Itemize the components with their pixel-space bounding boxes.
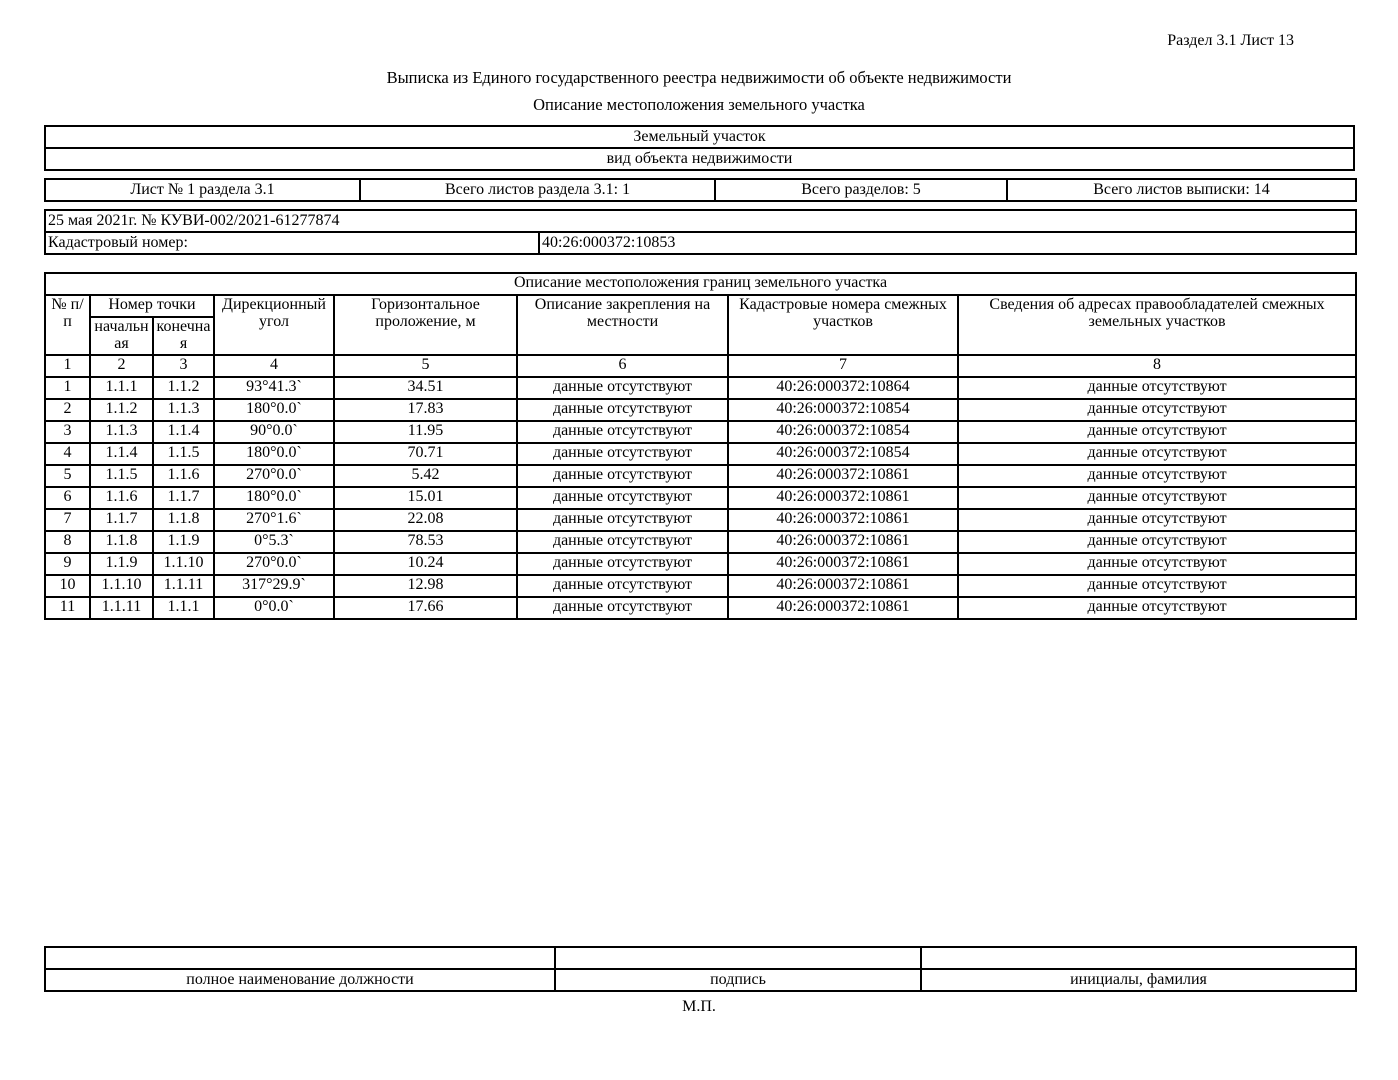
table-cell: 40:26:000372:10861 <box>728 465 958 487</box>
table-cell: 180°0.0` <box>214 443 334 465</box>
table-cell: 180°0.0` <box>214 487 334 509</box>
table-cell: 1.1.4 <box>153 421 214 443</box>
table-cell: данные отсутствуют <box>958 465 1356 487</box>
column-numbers-row <box>45 355 1356 377</box>
table-cell: 0°5.3` <box>214 531 334 553</box>
table-cell: 1.1.3 <box>153 399 214 421</box>
table-cell: 40:26:000372:10861 <box>728 531 958 553</box>
table-cell: 7 <box>45 509 90 531</box>
table-cell: 40:26:000372:10861 <box>728 597 958 619</box>
table-cell: данные отсутствуют <box>517 487 728 509</box>
table-cell: данные отсутствуют <box>517 399 728 421</box>
table-cell: данные отсутствуют <box>958 509 1356 531</box>
table-cell: 40:26:000372:10861 <box>728 575 958 597</box>
table-cell: 317°29.9` <box>214 575 334 597</box>
header-addresses: Сведения об адресах правообладателей смежных земельных участков <box>958 295 1356 355</box>
table-cell: 8 <box>45 531 90 553</box>
table-cell: данные отсутствуют <box>517 377 728 399</box>
table-row <box>45 465 1356 487</box>
header-end: конечная <box>153 317 214 355</box>
position-blank <box>45 947 555 969</box>
table-cell: данные отсутствуют <box>517 465 728 487</box>
cadastral-value: 40:26:000372:10853 <box>539 232 1356 254</box>
table-cell: 78.53 <box>334 531 517 553</box>
header-angle: Дирекционный угол <box>214 295 334 355</box>
col-number: 3 <box>153 355 214 377</box>
table-cell: 70.71 <box>334 443 517 465</box>
object-name: Земельный участок <box>45 126 1354 148</box>
table-cell: 22.08 <box>334 509 517 531</box>
table-cell: 9 <box>45 553 90 575</box>
table-cell: 1.1.5 <box>153 443 214 465</box>
cadastral-label: Кадастровый номер: <box>45 232 539 254</box>
boundaries-table <box>44 272 1357 620</box>
table-cell: 5 <box>45 465 90 487</box>
position-label: полное наименование должности <box>45 969 555 991</box>
boundaries-caption: Описание местоположения границ земельного участка <box>45 273 1356 295</box>
table-row <box>45 377 1356 399</box>
table-cell: 40:26:000372:10861 <box>728 509 958 531</box>
table-cell: 1.1.2 <box>90 399 153 421</box>
table-cell: 40:26:000372:10861 <box>728 553 958 575</box>
table-cell: данные отсутствуют <box>517 443 728 465</box>
page-reference: Раздел 3.1 Лист 13 <box>1167 32 1294 49</box>
table-cell: 1.1.8 <box>90 531 153 553</box>
header-fixing: Описание закрепления на местности <box>517 295 728 355</box>
header-cad-numbers: Кадастровые номера смежных участков <box>728 295 958 355</box>
table-cell: данные отсутствуют <box>517 553 728 575</box>
table-cell: 40:26:000372:10854 <box>728 421 958 443</box>
table-row <box>45 443 1356 465</box>
table-cell: 3 <box>45 421 90 443</box>
table-cell: данные отсутствуют <box>517 597 728 619</box>
table-cell: данные отсутствуют <box>958 597 1356 619</box>
table-row <box>45 487 1356 509</box>
table-cell: 12.98 <box>334 575 517 597</box>
table-cell: 10.24 <box>334 553 517 575</box>
table-cell: 1 <box>45 377 90 399</box>
table-row <box>45 553 1356 575</box>
table-cell: 17.66 <box>334 597 517 619</box>
date-number: 25 мая 2021г. № КУВИ-002/2021-61277874 <box>45 210 1356 232</box>
table-cell: 270°1.6` <box>214 509 334 531</box>
table-cell: 1.1.9 <box>90 553 153 575</box>
total-sections: Всего разделов: 5 <box>715 179 1007 201</box>
table-cell: данные отсутствуют <box>958 487 1356 509</box>
name-label: инициалы, фамилия <box>921 969 1356 991</box>
table-row <box>45 421 1356 443</box>
signature-table <box>44 946 1357 992</box>
table-cell: 5.42 <box>334 465 517 487</box>
table-row <box>45 597 1356 619</box>
sheet-number: Лист № 1 раздела 3.1 <box>45 179 360 201</box>
col-number: 2 <box>90 355 153 377</box>
table-cell: данные отсутствуют <box>517 421 728 443</box>
table-cell: 10 <box>45 575 90 597</box>
table-cell: данные отсутствуют <box>958 575 1356 597</box>
col-number: 6 <box>517 355 728 377</box>
table-cell: 17.83 <box>334 399 517 421</box>
table-cell: 93°41.3` <box>214 377 334 399</box>
object-kind-label: вид объекта недвижимости <box>45 148 1354 170</box>
object-type-table <box>44 125 1355 171</box>
table-cell: данные отсутствуют <box>517 575 728 597</box>
total-sheets-extract: Всего листов выписки: 14 <box>1007 179 1356 201</box>
table-cell: 40:26:000372:10854 <box>728 443 958 465</box>
table-cell: 15.01 <box>334 487 517 509</box>
table-cell: 2 <box>45 399 90 421</box>
table-cell: 1.1.8 <box>153 509 214 531</box>
table-cell: 4 <box>45 443 90 465</box>
table-cell: 90°0.0` <box>214 421 334 443</box>
col-number: 1 <box>45 355 90 377</box>
table-cell: 40:26:000372:10861 <box>728 487 958 509</box>
table-cell: 11.95 <box>334 421 517 443</box>
table-cell: 1.1.7 <box>153 487 214 509</box>
table-cell: данные отсутствуют <box>958 399 1356 421</box>
table-cell: 1.1.9 <box>153 531 214 553</box>
total-sheets-section: Всего листов раздела 3.1: 1 <box>360 179 715 201</box>
table-cell: 0°0.0` <box>214 597 334 619</box>
header-num: № п/п <box>45 295 90 355</box>
table-cell: 1.1.5 <box>90 465 153 487</box>
table-cell: 1.1.1 <box>90 377 153 399</box>
table-cell: 180°0.0` <box>214 399 334 421</box>
table-cell: 270°0.0` <box>214 465 334 487</box>
table-cell: данные отсутствуют <box>517 509 728 531</box>
table-cell: 1.1.4 <box>90 443 153 465</box>
header-point: Номер точки <box>90 295 214 317</box>
header-length: Горизонтальное проложение, м <box>334 295 517 355</box>
table-cell: 40:26:000372:10864 <box>728 377 958 399</box>
table-row <box>45 575 1356 597</box>
col-number: 7 <box>728 355 958 377</box>
table-cell: 11 <box>45 597 90 619</box>
document-subtitle: Описание местоположения земельного участка <box>533 95 865 114</box>
table-cell: данные отсутствуют <box>958 421 1356 443</box>
table-row <box>45 531 1356 553</box>
table-cell: 1.1.7 <box>90 509 153 531</box>
table-cell: 1.1.11 <box>153 575 214 597</box>
col-number: 8 <box>958 355 1356 377</box>
name-blank <box>921 947 1356 969</box>
table-cell: 1.1.6 <box>90 487 153 509</box>
table-cell: 270°0.0` <box>214 553 334 575</box>
table-cell: 6 <box>45 487 90 509</box>
table-cell: 1.1.3 <box>90 421 153 443</box>
signature-label: подпись <box>555 969 921 991</box>
table-cell: данные отсутствуют <box>958 443 1356 465</box>
table-cell: данные отсутствуют <box>958 553 1356 575</box>
table-cell: 1.1.10 <box>90 575 153 597</box>
table-cell: 1.1.6 <box>153 465 214 487</box>
table-cell: 1.1.1 <box>153 597 214 619</box>
table-cell: 34.51 <box>334 377 517 399</box>
signature-blank <box>555 947 921 969</box>
table-cell: 1.1.11 <box>90 597 153 619</box>
document-id-table <box>44 209 1357 255</box>
table-cell: данные отсутствуют <box>517 531 728 553</box>
table-cell: 1.1.10 <box>153 553 214 575</box>
table-cell: 1.1.2 <box>153 377 214 399</box>
table-cell: 40:26:000372:10854 <box>728 399 958 421</box>
table-cell: данные отсутствуют <box>958 531 1356 553</box>
table-cell: данные отсутствуют <box>958 377 1356 399</box>
table-row <box>45 399 1356 421</box>
table-row <box>45 509 1356 531</box>
col-number: 5 <box>334 355 517 377</box>
stamp-place: М.П. <box>682 998 716 1015</box>
col-number: 4 <box>214 355 334 377</box>
header-start: начальная <box>90 317 153 355</box>
document-title: Выписка из Единого государственного реестра недвижимости об объекте недвижимости <box>386 68 1012 87</box>
sheet-meta-table <box>44 178 1357 202</box>
